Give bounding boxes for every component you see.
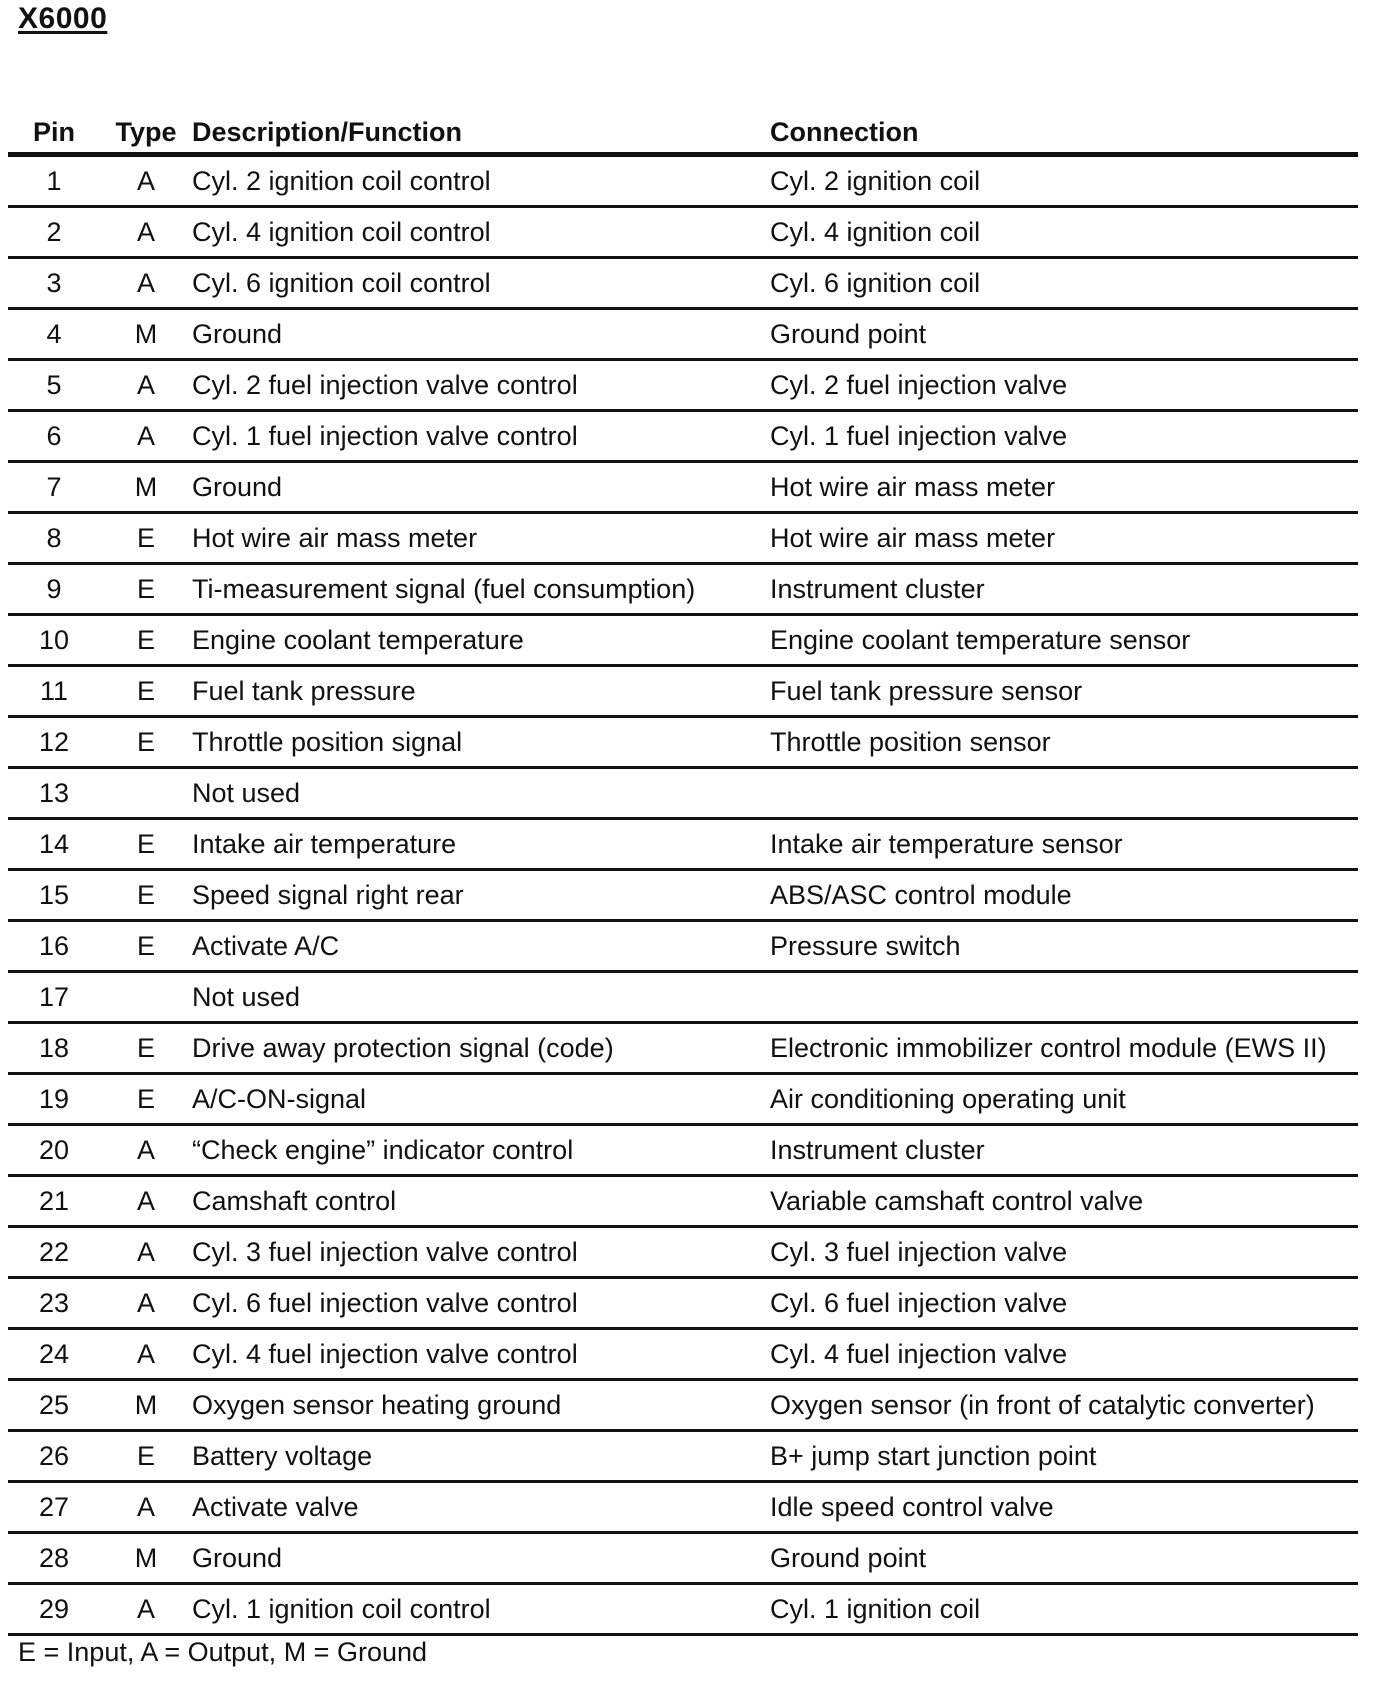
description-cell: Camshaft control [192,1176,770,1227]
pin-cell: 24 [8,1329,100,1380]
table-body [8,155,1358,1635]
type-cell: M [100,1533,192,1584]
description-cell: Cyl. 6 ignition coil control [192,258,770,309]
description-cell: Oxygen sensor heating ground [192,1380,770,1431]
table-row [8,1533,1358,1584]
description-cell: Not used [192,768,770,819]
pin-cell: 19 [8,1074,100,1125]
description-cell: Speed signal right rear [192,870,770,921]
type-cell: A [100,1329,192,1380]
type-cell: A [100,1482,192,1533]
connection-cell: Engine coolant temperature sensor [770,615,1358,666]
connection-cell: Air conditioning operating unit [770,1074,1358,1125]
type-cell: E [100,870,192,921]
description-cell: Battery voltage [192,1431,770,1482]
connection-cell: Intake air temperature sensor [770,819,1358,870]
connection-cell: Cyl. 2 ignition coil [770,155,1358,207]
table-row [8,564,1358,615]
description-cell: Cyl. 6 fuel injection valve control [192,1278,770,1329]
pin-cell: 11 [8,666,100,717]
pin-cell: 2 [8,207,100,258]
table-row [8,615,1358,666]
pin-cell: 29 [8,1584,100,1635]
type-cell: E [100,1431,192,1482]
connection-cell: Fuel tank pressure sensor [770,666,1358,717]
type-cell: E [100,921,192,972]
pin-cell: 14 [8,819,100,870]
table-row [8,717,1358,768]
type-cell: E [100,615,192,666]
description-cell: Cyl. 1 ignition coil control [192,1584,770,1635]
table-row [8,819,1358,870]
connection-cell: Instrument cluster [770,564,1358,615]
connection-cell: Instrument cluster [770,1125,1358,1176]
pin-cell: 25 [8,1380,100,1431]
table-row [8,1074,1358,1125]
pin-cell: 4 [8,309,100,360]
table-row [8,666,1358,717]
pin-cell: 8 [8,513,100,564]
table-row [8,155,1358,207]
description-cell: Ground [192,462,770,513]
type-cell: M [100,462,192,513]
table-row [8,921,1358,972]
table-row [8,1482,1358,1533]
type-cell: A [100,207,192,258]
connection-cell: B+ jump start junction point [770,1431,1358,1482]
type-cell: A [100,258,192,309]
connection-cell: Cyl. 4 ignition coil [770,207,1358,258]
description-cell: Cyl. 2 ignition coil control [192,155,770,207]
type-cell: M [100,1380,192,1431]
description-cell: Activate valve [192,1482,770,1533]
description-cell: Intake air temperature [192,819,770,870]
connection-cell: Variable camshaft control valve [770,1176,1358,1227]
description-cell: Cyl. 1 fuel injection valve control [192,411,770,462]
connection-cell [770,972,1358,1023]
type-cell: A [100,1176,192,1227]
description-cell: Hot wire air mass meter [192,513,770,564]
connection-cell: Cyl. 6 fuel injection valve [770,1278,1358,1329]
pin-cell: 7 [8,462,100,513]
connection-cell: Throttle position sensor [770,717,1358,768]
description-cell: Not used [192,972,770,1023]
type-cell: A [100,1227,192,1278]
connection-cell: Oxygen sensor (in front of catalytic converter) [770,1380,1358,1431]
pin-cell: 22 [8,1227,100,1278]
type-cell: A [100,1278,192,1329]
type-cell: E [100,1023,192,1074]
table-row [8,1329,1358,1380]
pin-cell: 12 [8,717,100,768]
type-cell: E [100,666,192,717]
description-cell: Fuel tank pressure [192,666,770,717]
description-cell: Cyl. 2 fuel injection valve control [192,360,770,411]
pin-cell: 21 [8,1176,100,1227]
table-row [8,972,1358,1023]
pin-cell: 3 [8,258,100,309]
table-row [8,462,1358,513]
pin-cell: 10 [8,615,100,666]
pin-assignment-table [8,102,1358,1636]
connector-title: X6000 [18,2,108,35]
type-cell: E [100,1074,192,1125]
type-cell: E [100,564,192,615]
description-cell: Ti-measurement signal (fuel consumption) [192,564,770,615]
connection-cell: Electronic immobilizer control module (EWS II) [770,1023,1358,1074]
connection-cell: Idle speed control valve [770,1482,1358,1533]
type-cell: E [100,717,192,768]
connection-cell [770,768,1358,819]
pin-cell: 15 [8,870,100,921]
type-cell: A [100,1125,192,1176]
description-cell: Ground [192,309,770,360]
header-type: Type [100,102,192,155]
description-cell: Drive away protection signal (code) [192,1023,770,1074]
description-cell: Engine coolant temperature [192,615,770,666]
type-cell: A [100,155,192,207]
pin-cell: 6 [8,411,100,462]
connection-cell: Ground point [770,309,1358,360]
table-row [8,1584,1358,1635]
type-cell: E [100,819,192,870]
description-cell: Cyl. 4 fuel injection valve control [192,1329,770,1380]
connection-cell: Ground point [770,1533,1358,1584]
type-cell: A [100,360,192,411]
pin-cell: 27 [8,1482,100,1533]
table-row [8,1278,1358,1329]
table-row [8,207,1358,258]
table-row [8,309,1358,360]
pin-cell: 28 [8,1533,100,1584]
pin-cell: 23 [8,1278,100,1329]
table-row [8,1125,1358,1176]
connection-cell: Cyl. 4 fuel injection valve [770,1329,1358,1380]
pin-cell: 17 [8,972,100,1023]
connection-cell: Pressure switch [770,921,1358,972]
pin-cell: 18 [8,1023,100,1074]
description-cell: Cyl. 4 ignition coil control [192,207,770,258]
table-row [8,768,1358,819]
table-row [8,360,1358,411]
connection-cell: Hot wire air mass meter [770,513,1358,564]
pin-cell: 13 [8,768,100,819]
pin-cell: 9 [8,564,100,615]
connection-cell: Cyl. 6 ignition coil [770,258,1358,309]
table-row [8,1023,1358,1074]
pin-cell: 16 [8,921,100,972]
description-cell: Cyl. 3 fuel injection valve control [192,1227,770,1278]
type-cell: M [100,309,192,360]
description-cell: Ground [192,1533,770,1584]
table-row [8,1176,1358,1227]
type-cell: A [100,411,192,462]
table-header-row [8,102,1358,155]
table-row [8,1380,1358,1431]
type-cell: E [100,513,192,564]
type-cell [100,972,192,1023]
header-pin: Pin [8,102,100,155]
pin-cell: 1 [8,155,100,207]
connection-cell: Cyl. 1 fuel injection valve [770,411,1358,462]
connection-cell: Cyl. 1 ignition coil [770,1584,1358,1635]
description-cell: “Check engine” indicator control [192,1125,770,1176]
table-row [8,513,1358,564]
table-row [8,1227,1358,1278]
type-legend: E = Input, A = Output, M = Ground [18,1637,428,1667]
connection-cell: Cyl. 2 fuel injection valve [770,360,1358,411]
table-row [8,411,1358,462]
table-row [8,258,1358,309]
type-cell [100,768,192,819]
connection-cell: ABS/ASC control module [770,870,1358,921]
description-cell: A/C-ON-signal [192,1074,770,1125]
pin-cell: 26 [8,1431,100,1482]
description-cell: Activate A/C [192,921,770,972]
connection-cell: Cyl. 3 fuel injection valve [770,1227,1358,1278]
description-cell: Throttle position signal [192,717,770,768]
table-row [8,870,1358,921]
type-cell: A [100,1584,192,1635]
header-description: Description/Function [192,102,770,155]
connection-cell: Hot wire air mass meter [770,462,1358,513]
table-row [8,1431,1358,1482]
pin-cell: 5 [8,360,100,411]
header-connection: Connection [770,102,1358,155]
pin-cell: 20 [8,1125,100,1176]
